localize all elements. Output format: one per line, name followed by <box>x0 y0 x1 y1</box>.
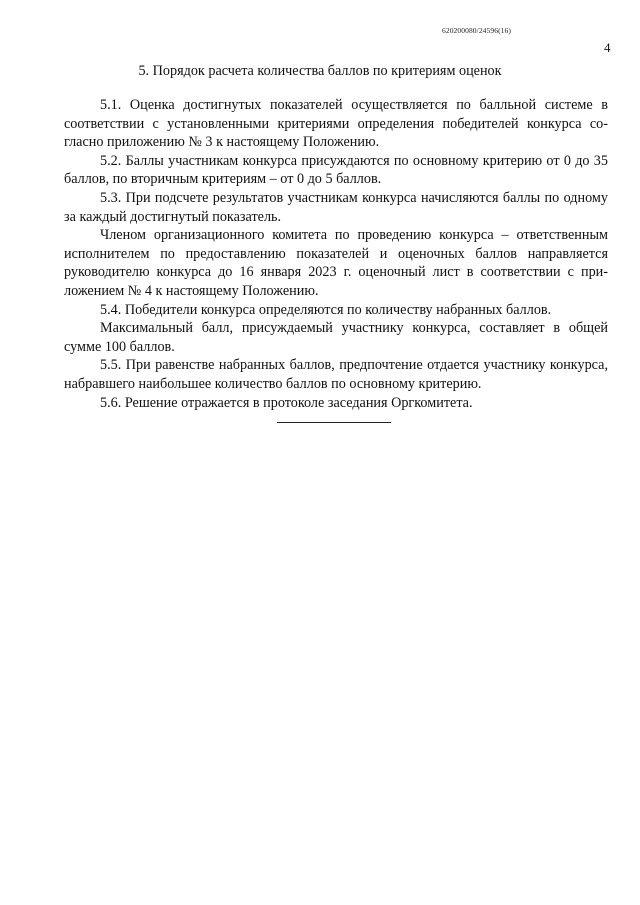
document-id: 620200080/24596(16) <box>442 26 511 35</box>
paragraph-5-3: 5.3. При подсчете результатов участникам конкурса начисляются баллы по одному за каждый достигнутый показатель. <box>64 189 608 225</box>
paragraph-committee: Членом организационного комитета по проведению конкурса – ответственным исполнителем по предоставлению показателей и оценочных баллов направляется руководителю конкурса до 16 января 2023 г. оценочный лист в соответствии с приложением № 4 к настоящему Положению. <box>64 227 608 299</box>
paragraph-5-1: 5.1. Оценка достигнутых показателей осуществляется по балльной системе в соответствии с установленными критериями определения победителей конкурса согласно приложению № 3 к настоящему Положению. <box>64 97 608 151</box>
document-body <box>64 96 608 412</box>
page-number: 4 <box>604 40 611 55</box>
end-of-text-rule <box>277 422 391 423</box>
paragraph-max-score: Максимальный балл, присуждаемый участнику конкурса, составляет в общей сумме 100 баллов. <box>64 320 608 355</box>
paragraph-5-2: 5.2. Баллы участникам конкурса присуждаются по основному критерию от 0 до 35 баллов, по вторичным критериям – от 0 до 5 баллов. <box>64 152 608 188</box>
paragraph-5-4: 5.4. Победители конкурса определяются по количеству набранных баллов. <box>100 301 552 318</box>
paragraph-5-5: 5.5. При равенстве набранных баллов, предпочтение отдается участнику конкурса, набравшего наибольшее количество баллов по основному критерию. <box>64 357 608 392</box>
paragraph-5-6: 5.6. Решение отражается в протоколе заседания Оргкомитета. <box>100 394 473 411</box>
section-title: 5. Порядок расчета количества баллов по критериям оценок <box>138 63 502 79</box>
